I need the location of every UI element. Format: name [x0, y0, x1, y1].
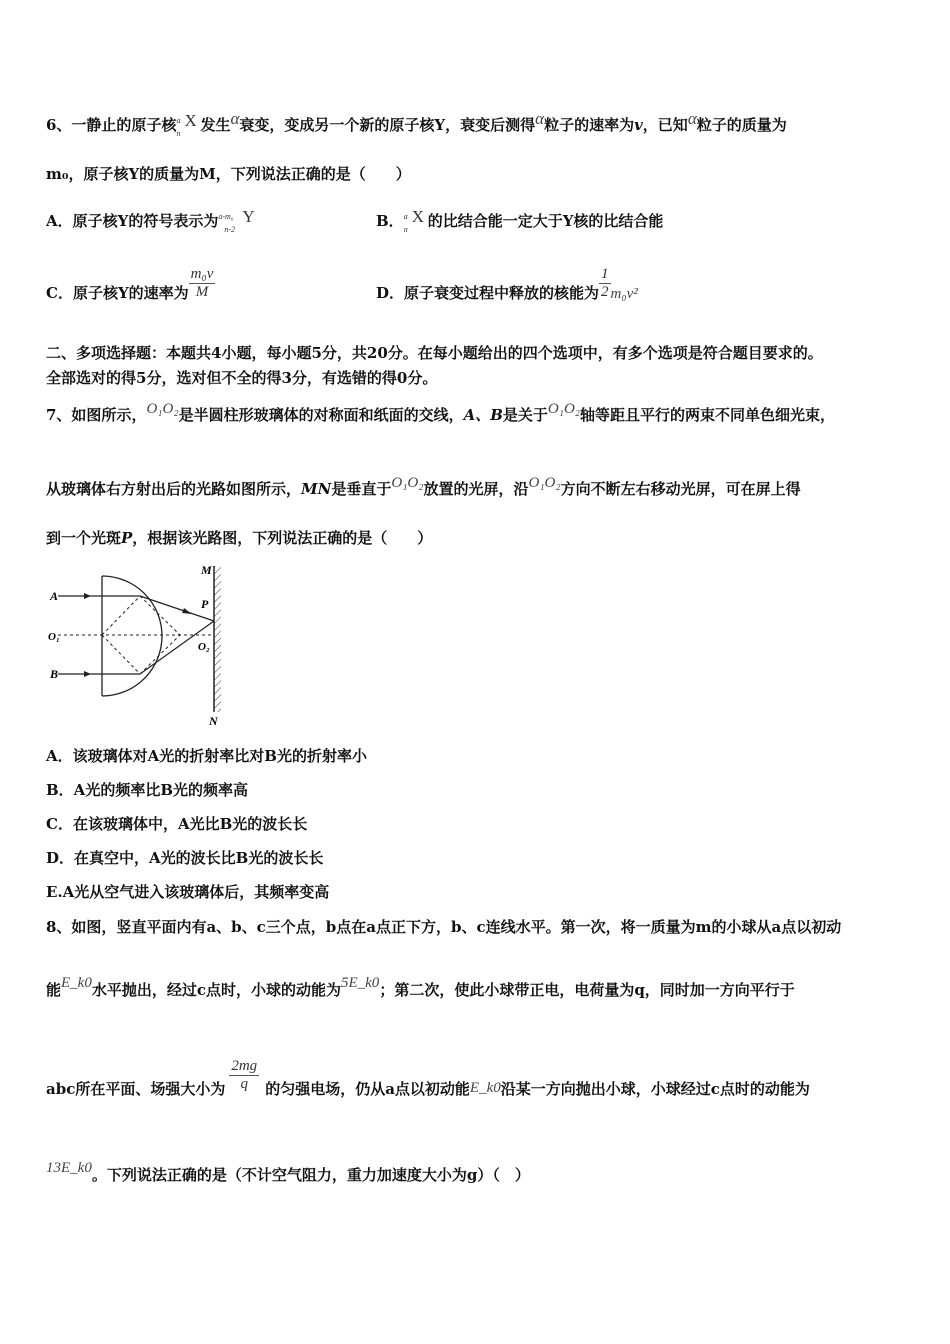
q6-options-ab [46, 207, 920, 234]
thirteen-ek0-expression: 13E_k0 [46, 1160, 92, 1176]
guide-b [140, 635, 180, 674]
five-ek0-expression: 5E_k0 [340, 975, 380, 991]
ray-b-arrow [84, 671, 91, 677]
q8-line2: 能E_k0水平抛出，经过c点时，小球的动能为5E_k0；第二次，使此小球带正电，电荷量为q，同时加一方向平行于 [46, 975, 795, 999]
q6-line1: 6、一静止的原子核 a n X 发生α衰变，变成另一个新的原子核Y，衰变后测得α粒子的速率为v，已知α粒子的质量为 [46, 109, 787, 138]
section2-line2: 全部选对的得5分，选对但不全的得3分，有选错的得0分。 [46, 369, 438, 387]
label-n: N [209, 714, 218, 728]
guide-a [140, 596, 180, 635]
ek0-expression: E_k0 [469, 1080, 501, 1096]
screen-hatch [214, 566, 221, 712]
q6-option-c: C．原子核Y的速率为 [46, 284, 189, 302]
alpha-symbol: α [230, 109, 240, 128]
label-o1: O₁ [48, 631, 60, 643]
optics-diagram [44, 560, 234, 728]
q7-line3: 到一个光斑P，根据该光路图，下列说法正确的是（ ） [46, 529, 433, 547]
axis-o1o2: O₁O₂ [391, 475, 424, 491]
q6-option-d: D．原子衰变过程中释放的核能为 $\frac{1}{2}$ m₀v² [376, 265, 638, 302]
label-m: M [201, 563, 212, 577]
normal-a [102, 596, 140, 635]
q7-option-a: A．该玻璃体对A光的折射率比对B光的折射率小 [46, 747, 367, 765]
q6-options-cd [46, 265, 920, 303]
q6-text: 6、一静止的原子核 [46, 116, 177, 134]
half-fraction: $\frac{1}{2}$ [601, 265, 609, 300]
axis-o1o2: O₁O₂ [547, 401, 581, 417]
q8-line1: 8、如图，竖直平面内有a、b、c三个点，b点在a点正下方，b、c连线水平。第一次，将一质量为m的小球从a点以初动 [46, 918, 842, 936]
alpha-symbol: α [687, 109, 697, 128]
section2-line1: 二、多项选择题：本题共4小题，每小题5分，共20分。在每小题给出的四个选项中，有多个选项是符合题目要求的。 [46, 344, 823, 362]
q7-option-d: D．在真空中，A光的波长比B光的波长长 [46, 849, 324, 867]
normal-b [102, 635, 140, 674]
label-o2: O₂ [198, 641, 210, 653]
nucleus-x-b: a n X [403, 207, 424, 234]
axis-o1o2: O₁O₂ [146, 401, 179, 417]
field-fraction: $\frac{2mg}{q}$ [231, 1057, 258, 1092]
label-b: B [50, 667, 59, 681]
velocity-fraction: $\frac{\text{m₀v}}{M}$ [190, 265, 214, 300]
ray-a-exit-arrow [182, 608, 192, 614]
q8-line4: 13E_k0。下列说法正确的是（不计空气阻力，重力加速度大小为g）（ ） [46, 1160, 530, 1184]
ek0-expression: E_k0 [61, 975, 92, 991]
q6-option-b: B． a n X 的比结合能一定大于Y核的比结合能 [376, 207, 664, 234]
q8-line3: abc所在平面、场强大小为 $\frac{2mg}{q}$ 的匀强电场，仍从a点以初动能E_k0沿某一方向抛出小球，小球经过c点时的动能为 [46, 1057, 810, 1098]
alpha-symbol: α [535, 109, 545, 128]
energy-expression: m₀v² [610, 286, 638, 302]
q7-option-c: C．在该玻璃体中，A光比B光的波长长 [46, 815, 308, 833]
q7-option-e: E.A光从空气进入该玻璃体后，其频率变高 [46, 883, 330, 901]
ray-a-arrow [84, 593, 91, 599]
nucleus-y: a-m₀ n-2 Y [218, 207, 255, 234]
q6-line2: m₀，原子核Y的质量为M，下列说法正确的是（ ） [46, 165, 411, 183]
label-p: P [201, 597, 209, 611]
q7-option-b: B．A光的频率比B光的频率高 [46, 781, 248, 799]
nucleus-x: a n X [176, 111, 197, 138]
q6-option-a: A．原子核Y的符号表示为 [46, 212, 219, 230]
q7-line1: 7、如图所示，O₁O₂是半圆柱形玻璃体的对称面和纸面的交线，A、B是关于O₁O₂轴等距且平行的两束不同单色细光束， [46, 401, 836, 424]
glass-curved-face [102, 576, 162, 696]
q7-line2: 从玻璃体右方射出后的光路如图所示，MN是垂直于O₁O₂放置的光屏，沿O₁O₂方向不断左右移动光屏，可在屏上得 [46, 475, 801, 498]
label-a: A [50, 589, 59, 603]
axis-o1o2: O₁O₂ [528, 475, 561, 491]
